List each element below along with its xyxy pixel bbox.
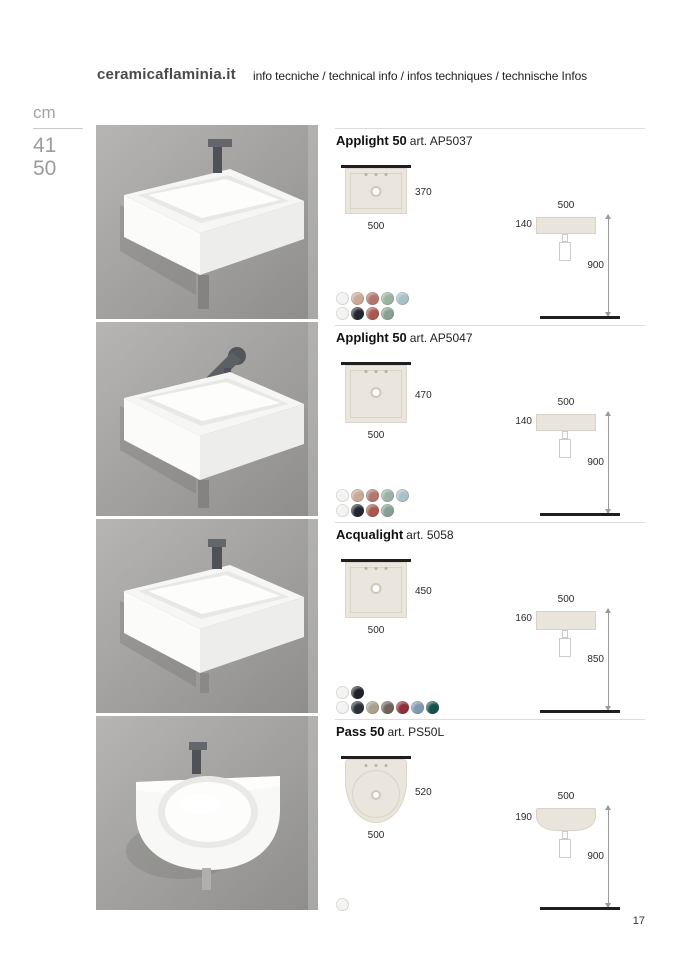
color-swatch (351, 292, 364, 305)
page-number: 17 (632, 915, 645, 927)
faucet-holes (365, 567, 388, 570)
drain-icon (371, 186, 382, 197)
top-view-width-label: 500 (367, 830, 385, 841)
product-photo (96, 716, 318, 910)
floor-height-label: 900 (587, 851, 604, 862)
size-label: 50 (33, 157, 57, 180)
floor-height-label: 850 (587, 654, 604, 665)
basin-profile (536, 414, 596, 431)
color-swatches (336, 685, 439, 715)
side-view-width-label: 500 (557, 594, 575, 605)
site-link[interactable]: ceramicaflaminia.it (97, 66, 236, 83)
drain-pipe (198, 480, 209, 508)
color-swatch (351, 701, 364, 714)
color-swatches (336, 291, 409, 321)
top-view-depth-label: 370 (415, 187, 432, 198)
color-swatch (366, 504, 379, 517)
floor-height-label: 900 (587, 457, 604, 468)
color-swatch (336, 701, 349, 714)
product-title (336, 133, 473, 148)
top-view-width-label: 500 (367, 625, 385, 636)
product-name: Applight 50 (336, 330, 407, 345)
color-swatch (396, 701, 409, 714)
color-swatch (381, 292, 394, 305)
product-name: Acqualight (336, 527, 404, 542)
side-view-width-label: 500 (557, 791, 575, 802)
color-swatch (336, 489, 349, 502)
section-divider (335, 128, 645, 129)
drain-pipe (202, 868, 211, 890)
product-section (0, 519, 678, 716)
color-swatch (336, 504, 349, 517)
swatch-row (336, 291, 409, 306)
top-view-depth-label: 520 (415, 787, 432, 798)
drain-pipe (198, 275, 209, 309)
basin-profile (536, 808, 596, 831)
color-swatch (336, 898, 349, 911)
floor-line (540, 907, 620, 910)
side-view-height-label: 160 (515, 613, 532, 624)
basin-outline (345, 562, 407, 618)
color-swatch (381, 489, 394, 502)
top-view-width-label: 500 (367, 221, 385, 232)
color-swatch (411, 701, 424, 714)
section-divider (335, 522, 645, 523)
color-swatch (366, 701, 379, 714)
product-article: art. PS50L (387, 725, 445, 739)
dimension-arrow (608, 412, 609, 513)
product-section (0, 125, 678, 322)
product-photo (96, 125, 318, 319)
product-photo (96, 519, 318, 713)
swatch-row (336, 897, 349, 912)
color-swatch (381, 504, 394, 517)
drain-icon (371, 583, 382, 594)
basin-outline (345, 759, 407, 823)
side-view-height-label: 140 (515, 416, 532, 427)
sink-photo-illustration (96, 125, 318, 319)
top-view-width-label: 500 (367, 430, 385, 441)
product-title (336, 330, 473, 345)
swatch-row (336, 306, 409, 321)
product-title (336, 527, 454, 542)
drain-tailpiece (562, 831, 568, 839)
size-label: 41 (33, 134, 57, 157)
color-swatch (351, 686, 364, 699)
swatch-row (336, 700, 439, 715)
drain-icon (371, 387, 382, 398)
dimension-arrow (608, 609, 609, 710)
swatch-row (336, 503, 409, 518)
color-swatch (336, 307, 349, 320)
top-view-drawing (345, 756, 485, 876)
drain-trap (559, 242, 571, 261)
sink-photo-illustration (96, 716, 318, 910)
unit-label: cm (33, 103, 56, 122)
color-swatch (351, 307, 364, 320)
drain-pipe (200, 673, 209, 693)
color-swatch (381, 307, 394, 320)
sink-photo-illustration (96, 322, 318, 516)
page-subtitle: info tecniche / technical info / infos techniques / technische Infos (253, 69, 588, 83)
side-view-drawing (515, 594, 631, 718)
floor-line (540, 316, 620, 319)
top-view-depth-label: 470 (415, 390, 432, 401)
product-photo (96, 322, 318, 516)
color-swatches (336, 488, 409, 518)
top-view-drawing (345, 559, 485, 679)
dimension-arrow (608, 806, 609, 907)
color-swatch (396, 292, 409, 305)
top-view-drawing (345, 165, 485, 285)
section-divider (335, 325, 645, 326)
color-swatch (351, 489, 364, 502)
side-view-drawing (515, 397, 631, 521)
side-view-width-label: 500 (557, 200, 575, 211)
side-view-drawing (515, 791, 631, 915)
basin-outline (345, 168, 407, 214)
dimension-arrow (608, 215, 609, 316)
color-swatch (336, 686, 349, 699)
color-swatch (366, 489, 379, 502)
drain-trap (559, 439, 571, 458)
basin-profile (536, 611, 596, 630)
section-divider (335, 719, 645, 720)
product-article: art. AP5047 (409, 331, 473, 345)
color-swatch (426, 701, 439, 714)
color-swatch (351, 504, 364, 517)
product-title (336, 724, 444, 739)
faucet-holes (365, 173, 388, 176)
color-swatch (336, 292, 349, 305)
faucet-holes (365, 370, 388, 373)
faucet-holes (365, 764, 388, 767)
color-swatch (366, 292, 379, 305)
color-swatch (396, 489, 409, 502)
basin-profile (536, 217, 596, 234)
drain-tailpiece (562, 630, 568, 638)
swatch-row (336, 685, 439, 700)
side-view-width-label: 500 (557, 397, 575, 408)
basin-outline (345, 365, 407, 423)
product-section (0, 322, 678, 519)
product-section (0, 716, 678, 913)
side-view-drawing (515, 200, 631, 324)
product-name: Pass 50 (336, 724, 385, 739)
swatch-row (336, 488, 409, 503)
floor-line (540, 513, 620, 516)
floor-height-label: 900 (587, 260, 604, 271)
top-view-depth-label: 450 (415, 586, 432, 597)
side-view-height-label: 190 (515, 812, 532, 823)
drain-tailpiece (562, 234, 568, 242)
swatch-row (336, 882, 349, 897)
drain-icon (371, 790, 381, 800)
drain-tailpiece (562, 431, 568, 439)
side-view-height-label: 140 (515, 219, 532, 230)
product-name: Applight 50 (336, 133, 407, 148)
product-article: art. 5058 (406, 528, 454, 542)
product-article: art. AP5037 (409, 134, 473, 148)
color-swatch (366, 307, 379, 320)
top-view-drawing (345, 362, 485, 482)
sink-photo-illustration (96, 519, 318, 713)
color-swatch (381, 701, 394, 714)
floor-line (540, 710, 620, 713)
color-swatches (336, 882, 349, 912)
